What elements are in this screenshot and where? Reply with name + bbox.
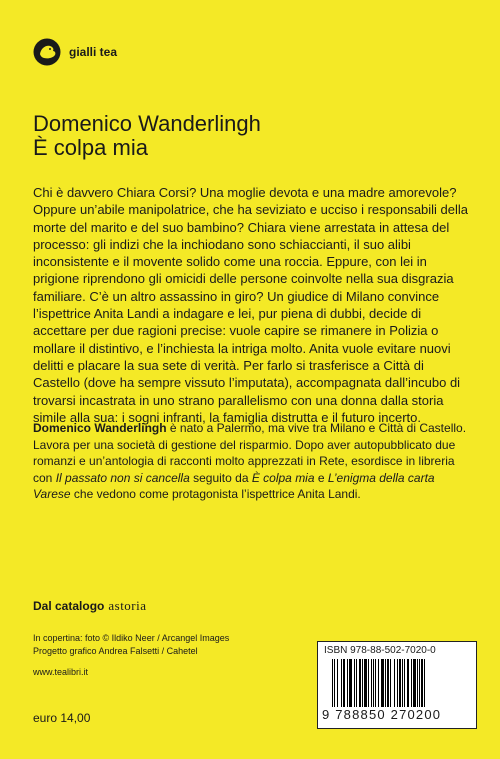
barcode-bar (347, 659, 348, 707)
design-credit: Progetto grafico Andrea Falsetti / Cahetel (33, 645, 198, 656)
bio-author-name: Domenico Wanderlingh (33, 421, 167, 435)
barcode-bar (397, 659, 398, 707)
barcode-bar (407, 659, 409, 707)
barcode-bar (356, 659, 357, 707)
barcode-bar (332, 659, 333, 707)
credits (33, 632, 229, 657)
barcode-bar (373, 659, 374, 707)
barcode-bar (424, 659, 425, 707)
barcode-bar (419, 659, 420, 707)
barcode-bar (381, 659, 384, 707)
barcode-bar (394, 659, 395, 707)
barcode-bar (375, 659, 376, 707)
catalog-label: Dal catalogo (33, 599, 105, 613)
catalog-line (33, 598, 147, 614)
barcode-bar (385, 659, 386, 707)
barcode-digits: 9 788850 270200 (322, 707, 442, 722)
bird-emblem-icon (33, 38, 61, 66)
barcode-bar (404, 659, 405, 707)
bio-text-1: è nato a Palermo, ma vive tra Milano e Città di Castello. Lavora per una società di gestione del risparmio. Dopo aver autopubblicato due romanzi e un’antologia di racconti molto apprezzati in Rete, esordisce in libreria con (33, 421, 467, 485)
bio-text-2: seguito da (189, 470, 252, 485)
barcode-bar (349, 659, 352, 707)
barcode-bar (337, 659, 338, 707)
isbn-text: ISBN 978-88-502-7020-0 (324, 645, 436, 656)
barcode-bar (354, 659, 355, 707)
barcode-bar (378, 659, 379, 707)
barcode-bar (364, 659, 367, 707)
website: www.tealibri.it (33, 667, 89, 677)
catalog-brand: astoria (108, 598, 147, 613)
barcode-bar (399, 659, 401, 707)
price: euro 14,00 (33, 711, 91, 725)
bio-book-2: È colpa mia (251, 470, 315, 485)
barcode-bar (390, 659, 391, 707)
barcode-bar (387, 659, 389, 707)
barcode-bar (362, 659, 363, 707)
bio-text-3: e (314, 470, 328, 485)
barcode-bar (371, 659, 372, 707)
barcode-bar (359, 659, 361, 707)
publisher-name: gialli tea (69, 45, 118, 59)
barcode-bar (421, 659, 423, 707)
barcode-bar (334, 659, 335, 707)
bio-book-3: L’enigma della carta Varese (33, 470, 435, 502)
barcode-bar (411, 659, 412, 707)
author-bio (33, 420, 469, 503)
blurb-text: Chi è davvero Chiara Corsi? Una moglie devota e una madre amorevole? Oppure un’abile manipolatrice, che ha seviziato e ucciso i responsabili della morte del marito e del suo bambino? Chiara viene arrestata in attesa del processo: gli indizi che la inchiodano sono schiaccianti, il suo alibi inconsistente e il movente solido come una roccia. Eppure, con lei in prigione riprendono gli omicidi delle persone coinvolte nella sua disgrazia familiare. C’è un altro assassino in giro? Un giudice di Milano convince l’ispettrice Anita Landi a indagare e lei, pur piena di dubbi, decide di accettare per due ragioni precise: vuole capire se rimanere in Polizia o mollare il distintivo, e l’inchiesta la intriga molto. Anita vuole evitare nuovi delitti e placare la sua sete di verità. Per farlo si trasferisce a Città di Castello (dove ha sempre vissuto l’imputata), accompagnata dall’incubo di trovarsi incastrata in uno strano parallelismo con una donna dalla storia simile alla sua: i sogni infranti, la famiglia distrutta e il futuro incerto. (33, 185, 469, 425)
barcode-box (317, 641, 477, 729)
cover-credit: In copertina: foto © Ildiko Neer / Arcangel Images (33, 633, 230, 643)
barcode-bar (402, 659, 403, 707)
bio-text-4: che vedono come protagonista l’ispettrice Anita Landi. (70, 487, 361, 502)
publisher-logo (33, 38, 117, 66)
barcode-bar (343, 659, 345, 707)
book-author: Domenico Wanderlingh (33, 111, 261, 136)
barcode-bar (413, 659, 416, 707)
book-title: È colpa mia (33, 135, 148, 160)
barcode-bar (368, 659, 369, 707)
barcode-bar (417, 659, 418, 707)
barcode-bars (332, 659, 464, 707)
barcode-bar (341, 659, 342, 707)
bio-book-1: Il passato non si cancella (55, 470, 190, 485)
